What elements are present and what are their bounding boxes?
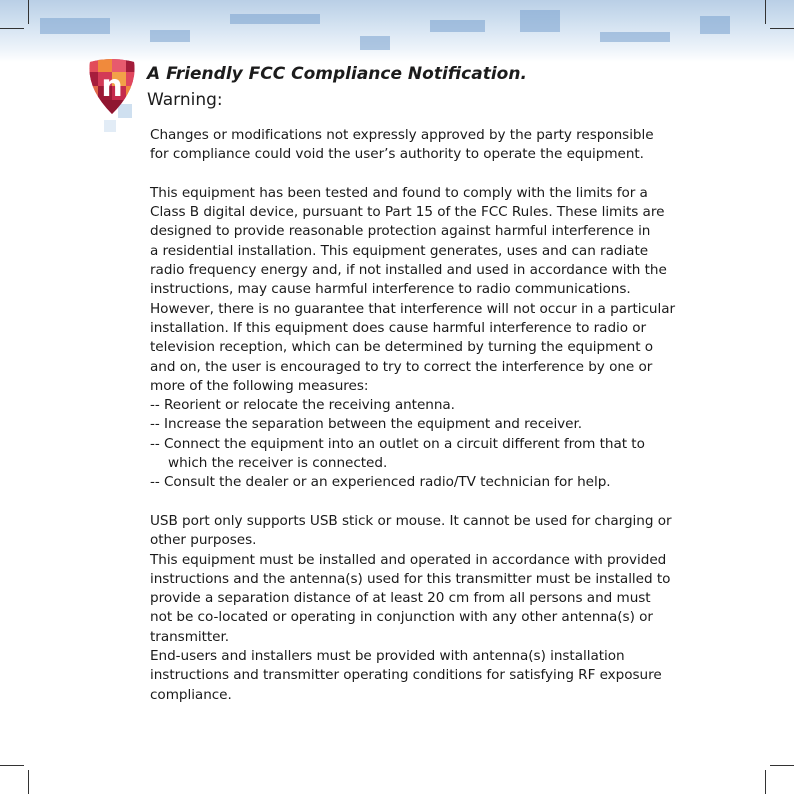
text-line: instructions and transmitter operating conditions for satisfying RF exposure	[150, 667, 662, 684]
text-line: designed to provide reasonable protection against harmful interference in	[150, 223, 651, 240]
text-line: television reception, which can be determined by turning the equipment o	[150, 339, 654, 356]
text-line: installation. If this equipment does cause harmful interference to radio or	[150, 319, 647, 336]
crop-mark-bottom-right-v	[765, 770, 766, 794]
measure-item: -- Reorient or relocate the receiving antenna.	[150, 397, 455, 414]
crop-mark-top-left-v	[28, 0, 29, 24]
measure-item: -- Connect the equipment into an outlet on a circuit different from that to	[150, 435, 645, 452]
page-title: A Friendly FCC Compliance Notification.	[147, 64, 527, 84]
text-line: instructions, may cause harmful interference to radio communications.	[150, 281, 631, 298]
text-line: Class B digital device, pursuant to Part 15 of the FCC Rules. These limits are	[150, 204, 665, 221]
header-banner	[0, 0, 794, 62]
decorative-square	[104, 120, 116, 132]
logo-letter: n	[101, 69, 123, 104]
text-line: This equipment must be installed and operated in accordance with provided	[150, 551, 667, 568]
text-line: However, there is no guarantee that interference will not occur in a particular	[150, 300, 676, 317]
text-line: End-users and installers must be provided with antenna(s) installation	[150, 648, 625, 665]
text-line: This equipment has been tested and found to comply with the limits for a	[150, 184, 648, 201]
text-line: more of the following measures:	[150, 377, 369, 394]
compliance-text	[150, 126, 750, 705]
text-line: radio frequency energy and, if not installed and used in accordance with the	[150, 262, 667, 279]
crop-mark-bottom-right-h	[770, 765, 794, 766]
text-line: compliance.	[150, 686, 232, 703]
warning-heading: Warning:	[147, 90, 223, 110]
text-line: instructions and the antenna(s) used for this transmitter must be installed to	[150, 570, 671, 587]
measure-item: -- Increase the separation between the equipment and receiver.	[150, 416, 583, 433]
crop-mark-bottom-left-v	[28, 770, 29, 794]
text-line: and on, the user is encouraged to try to correct the interference by one or	[150, 358, 653, 375]
measure-item: -- Consult the dealer or an experienced radio/TV technician for help.	[150, 474, 611, 491]
text-line: a residential installation. This equipment generates, uses and can radiate	[150, 242, 649, 259]
measure-item-continuation: which the receiver is connected.	[168, 455, 388, 472]
text-line: other purposes.	[150, 532, 257, 549]
text-line: for compliance could void the user’s authority to operate the equipment.	[150, 146, 644, 163]
text-line: Changes or modifications not expressly approved by the party responsible	[150, 127, 654, 143]
crop-mark-bottom-left-h	[0, 765, 24, 766]
text-line: transmitter.	[150, 628, 230, 645]
text-line: not be co-located or operating in conjunction with any other antenna(s) or	[150, 609, 653, 626]
crop-mark-top-right-h	[770, 28, 794, 29]
crop-mark-top-right-v	[765, 0, 766, 24]
text-line: USB port only supports USB stick or mouse. It cannot be used for charging or	[150, 512, 672, 529]
brand-n-logo-icon	[84, 58, 140, 116]
crop-mark-top-left-h	[0, 28, 24, 29]
text-line: provide a separation distance of at least 20 cm from all persons and must	[150, 590, 651, 607]
